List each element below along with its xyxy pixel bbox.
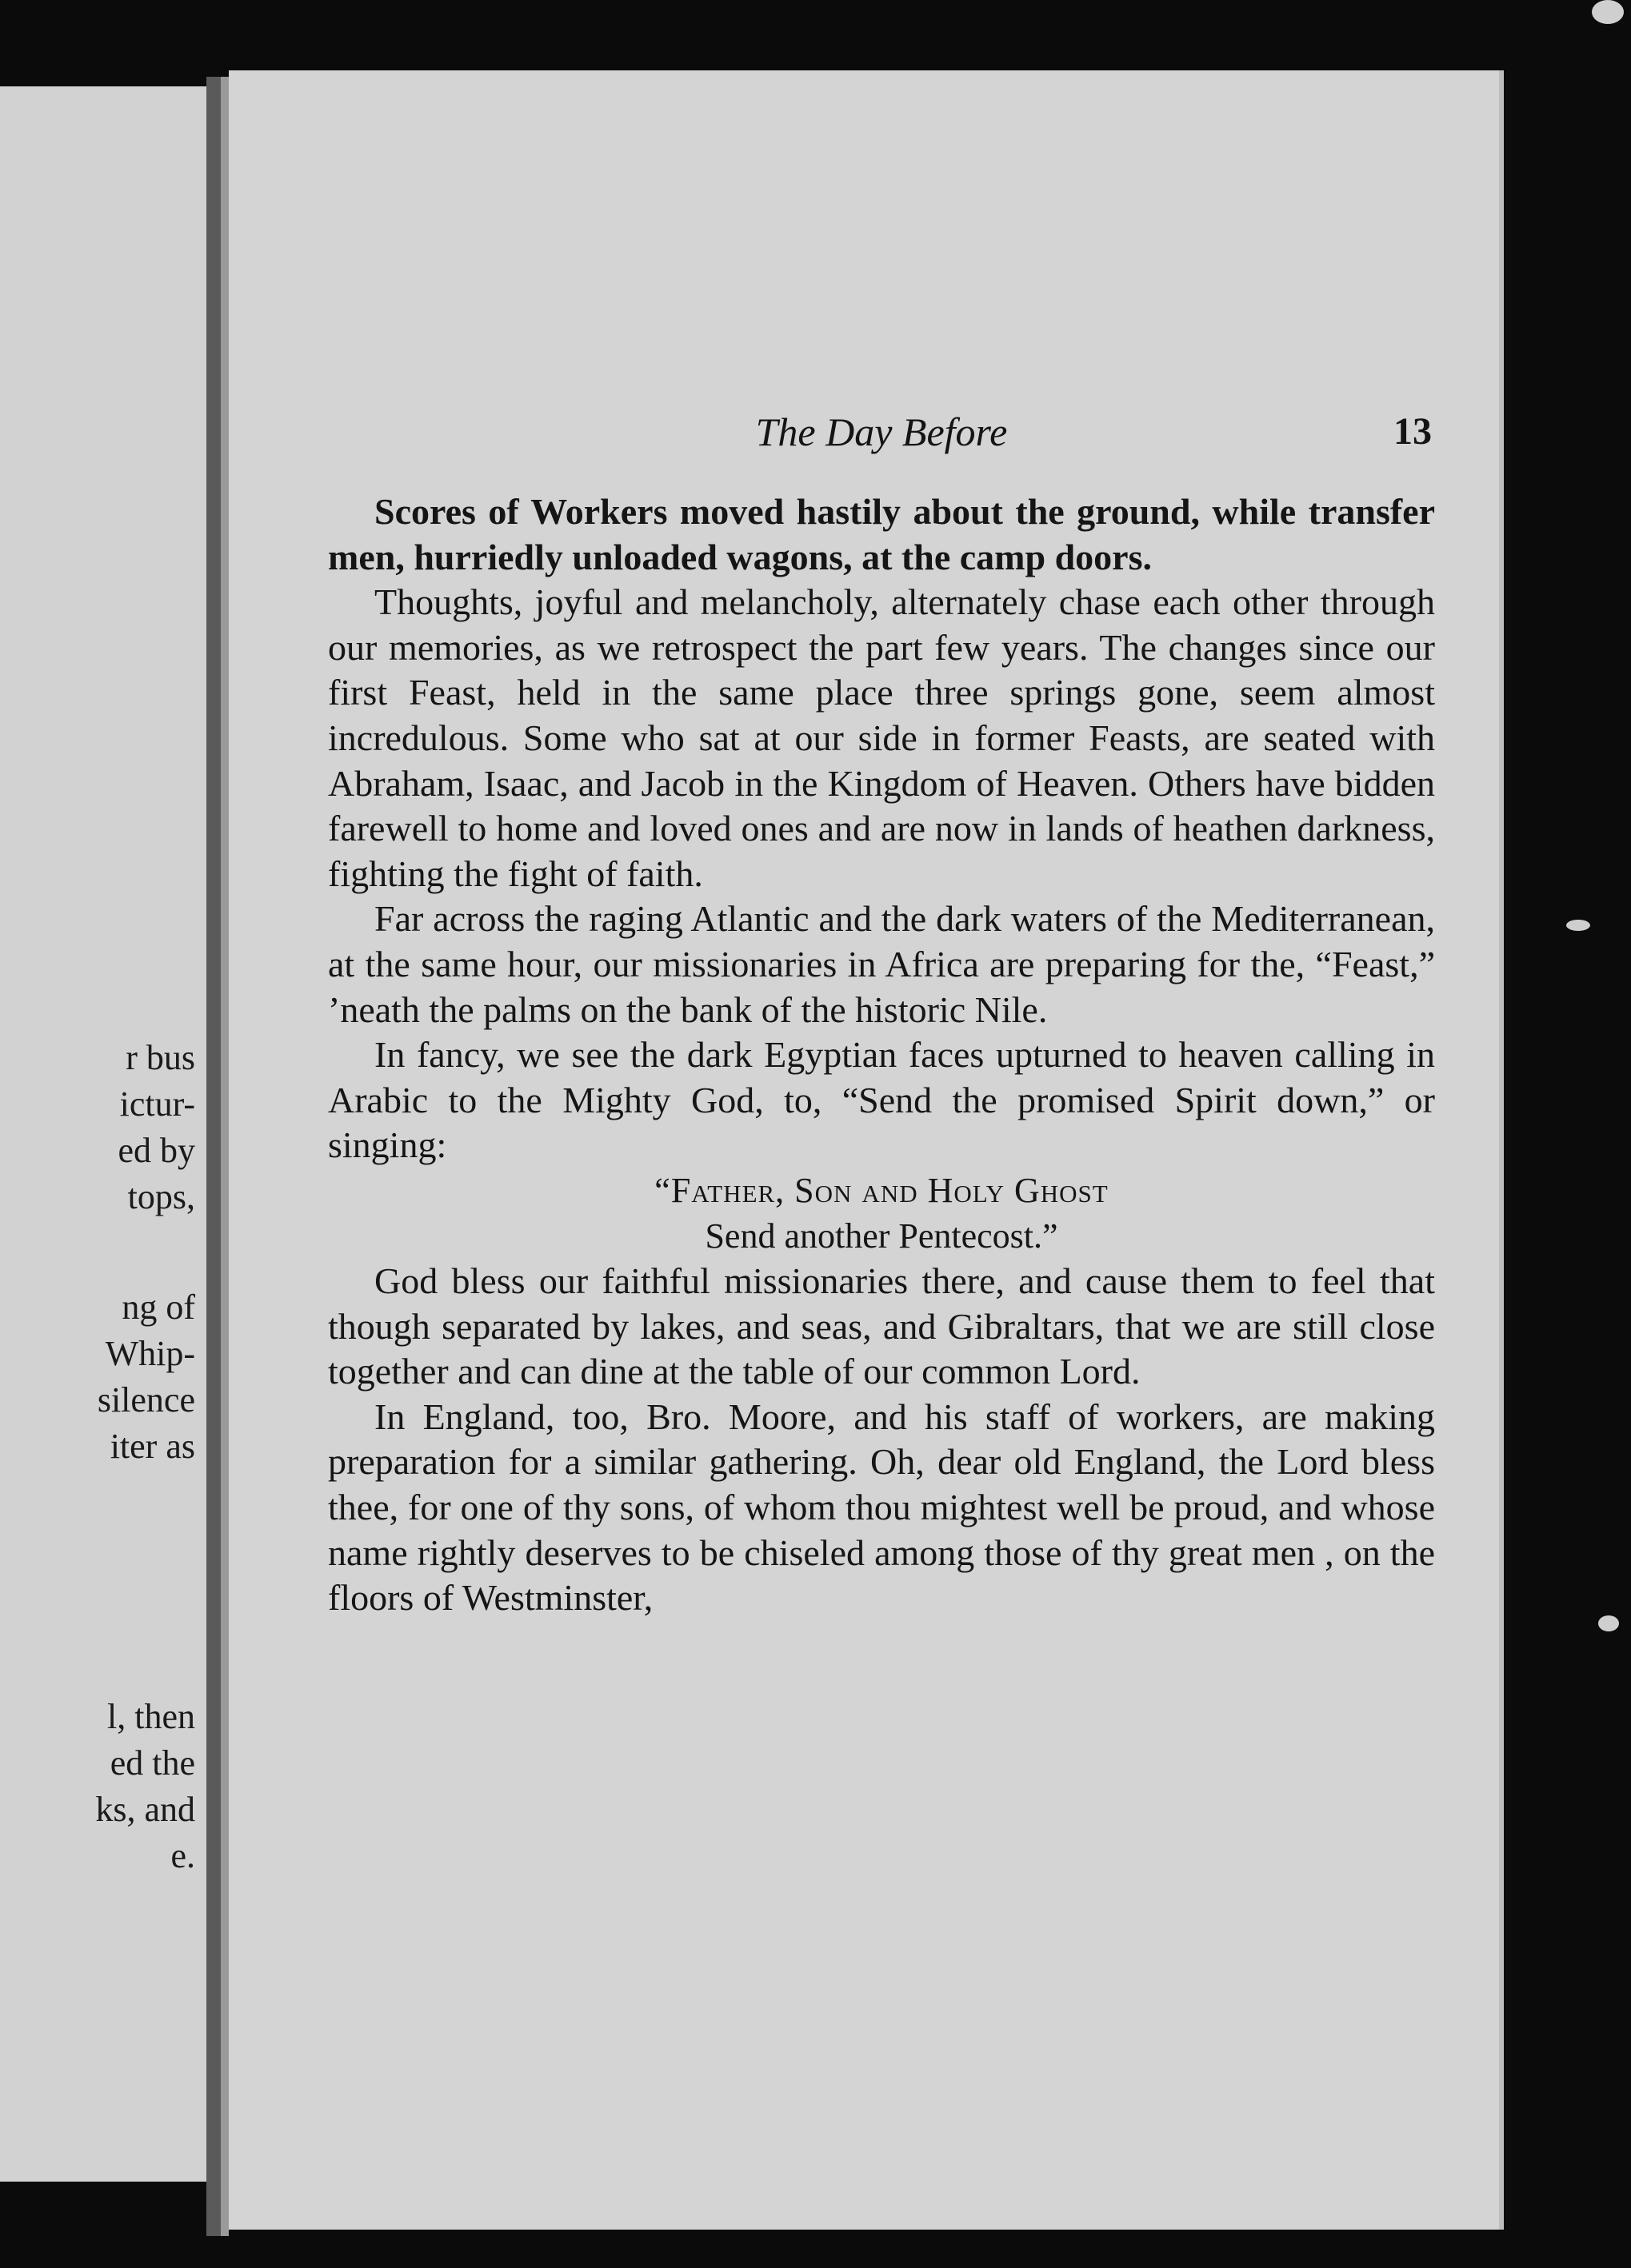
fragment-line: l, then <box>107 1697 195 1736</box>
paragraph: Far across the raging Atlantic and the dark waters of the Mediterranean, at the same hour, our missionaries in Africa are preparing for the, “Feast,” ’neath the palms on the bank of the historic Nile. <box>328 898 1435 1030</box>
page-number: 13 <box>1393 410 1432 453</box>
left-page-fragment-block-2 <box>98 1284 195 1470</box>
left-page-edge <box>0 86 206 2182</box>
book-spine-shadow <box>206 77 221 2236</box>
left-page-fragment-block-1 <box>118 1035 195 1220</box>
scan-speck <box>1598 1615 1619 1631</box>
left-page-fragment-block-3 <box>95 1694 195 1879</box>
fragment-line: ed by <box>118 1131 195 1170</box>
fragment-line: ictur- <box>119 1084 195 1124</box>
paragraph: God bless our faithful missionaries there, and cause them to feel that though separated by lakes, and seas, and Gibraltars, that we are still close together and can dine at the table of our common Lord. <box>328 1260 1435 1392</box>
book-gutter <box>221 77 229 2236</box>
running-head: The Day Before <box>755 409 1008 454</box>
page-body <box>328 489 1435 1621</box>
fragment-line: Whip- <box>105 1334 195 1373</box>
paragraph: In England, too, Bro. Moore, and his staff of workers, are making preparation for a similar gathering. Oh, dear old England, the Lord bless thee, for one of thy sons, of whom thou mightest well be proud, and whose name rightly deserves to be chiseled among those of thy great men , on the floors of Westminster, <box>328 1396 1435 1619</box>
fragment-line: e. <box>170 1836 195 1875</box>
fragment-line: iter as <box>110 1427 195 1466</box>
verse-line-1: “Father, Son and Holy Ghost <box>654 1170 1109 1210</box>
fragment-line: silence <box>97 1380 195 1419</box>
paragraph <box>328 489 1435 580</box>
right-page <box>229 70 1504 2230</box>
fragment-line: r bus <box>126 1038 195 1077</box>
fragment-line: tops, <box>127 1177 195 1216</box>
paragraph: Thoughts, joyful and melancholy, alternately chase each other through our memories, as we retrospect the part few years. The changes since our first Feast, held in the same place three springs gone, seem almost incredulous. Some who sat at our side in former Feasts, are seated with Abraham, Isaac, and Jacob in the Kingdom of Heaven. Others have bidden farewell to home and loved ones and are now in lands of heathen darkness, fighting the fight of faith. <box>328 581 1435 894</box>
fragment-line: ks, and <box>95 1790 195 1829</box>
scan-speck <box>1566 920 1590 931</box>
fragment-line: ng of <box>122 1288 195 1327</box>
fragment-line: ed the <box>110 1743 195 1783</box>
page-header <box>331 406 1432 462</box>
scan-speck <box>1592 0 1624 24</box>
verse-line-2: Send another Pentecost.” <box>705 1216 1058 1256</box>
paragraph-text: Scores of Workers moved hastily about the ground, while transfer men, hurriedly unloaded wagons, at the camp doors. <box>328 491 1435 577</box>
paragraph: In fancy, we see the dark Egyptian faces upturned to heaven calling in Arabic to the Mighty God, to, “Send the promised Spirit down,” or singing: <box>328 1034 1435 1166</box>
